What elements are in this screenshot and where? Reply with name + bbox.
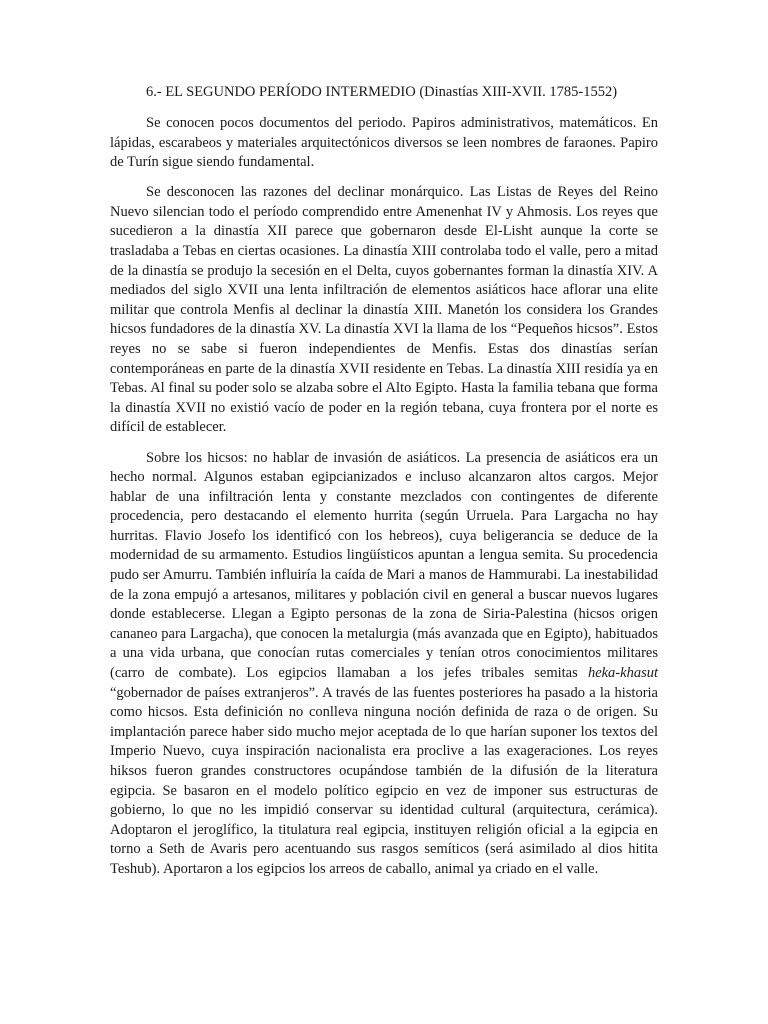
paragraph-sources: Se conocen pocos documentos del periodo. Papiros administrativos, matemáticos. En lápidas, escarabeos y materiales arquitectónicos diversos se leen nombres de faraones. Papiro de Turín sigue siendo fundamental. (110, 115, 658, 171)
italic-term-heka-khasut: heka-khasut (587, 665, 658, 682)
paragraph-hyksos (110, 449, 658, 880)
section-heading: 6.- EL SEGUNDO PERÍODO INTERMEDIO (Dinastías XIII-XVII. 1785-1552) (146, 84, 618, 100)
document-page (110, 82, 658, 890)
paragraph-monarchy-decline: Se desconocen las razones del declinar monárquico. Las Listas de Reyes del Reino Nuevo silencian todo el período comprendido entre Amenenhat IV y Ahmosis. Los reyes que sucedieron a la dinastía XII parece que gobernaron desde El-Lisht aunque la corte se trasladaba a Tebas en ciertas ocasiones. La dinastía XIII controlaba todo el valle, pero a mitad de la dinastía se produjo la secesión en el Delta, cuyos gobernantes forman la dinastía XIV. A mediados del siglo XVII una lenta infiltración de elementos asiáticos hace aflorar una elite militar que controla Menfis al declinar la dinastía XIII. Manetón los considera los Grandes hicsos fundadores de la dinastía XV. La dinastía XVI la llama de los “Pequeños hicsos”. Estos reyes no se sabe si fueron independientes de Menfis. Estas dos dinastías serían contemporáneas en parte de la dinastía XVII residente en Tebas. La dinastía XIII residía ya en Tebas. Al final su poder solo se alzaba sobre el Alto Egipto. Hasta la familia tebana que forma la dinastía XVII no existió vacío de poder en la región tebana, cuya frontera por el norte es difícil de establecer. (110, 184, 658, 436)
paragraph-hyksos-text-end: “gobernador de países extranjeros”. A través de las fuentes posteriores ha pasado a la historia como hicsos. Esta definición no conlleva ninguna noción definida de raza o de origen. Su implantación parece haber sido mucho mejor aceptada de lo que harían suponer los textos del Imperio Nuevo, cuya inspiración nacionalista era proclive a las exageraciones. Los reyes hiksos fueron grandes constructores ocupándose también de la difusión de la literatura egipcia. Se basaron en el modelo político egipcio en vez de imponer sus estructuras de gobierno, lo que no les impidió conservar su identidad cultural (arquitectura, cerámica). Adoptaron el jeroglífico, la titulatura real egipcia, instituyen religión oficial a la egipcia en torno a Seth de Avaris pero acentuando sus rasgos semíticos (será asimilado al dios hitita Teshub). Aportaron a los egipcios los arreos de caballo, animal ya criado en el valle. (110, 684, 658, 877)
paragraph-hyksos-text-start: Sobre los hicsos: no hablar de invasión de asiáticos. La presencia de asiáticos era un hecho normal. Algunos estaban egipcianizados e incluso alcanzaron altos cargos. Mejor hablar de una infiltración lenta y constante mezclados con contingentes de diferente procedencia, pero destacando el elemento hurrita (según Urruela. Para Largacha no hay hurritas. Flavio Josefo los identificó con los hebreos), cuya beligerancia se deduce de la modernidad de su armamento. Estudios lingüísticos apuntan a lengua semita. Su procedencia pudo ser Amurru. También influiría la caída de Mari a manos de Hammurabi. La inestabilidad de la zona empujó a artesanos, militares y población civil en general a buscar nuevos lugares donde establecerse. Llegan a Egipto personas de la zona de Siria-Palestina (hicsos origen cananeo para Largacha), que conocen la metalurgia (más avanzada que en Egipto), habituados a una vida urbana, que conocían rutas comerciales y tenían otros conocimientos militares (carro de combate). Los egipcios llamaban a los jefes tribales semitas (110, 449, 658, 682)
